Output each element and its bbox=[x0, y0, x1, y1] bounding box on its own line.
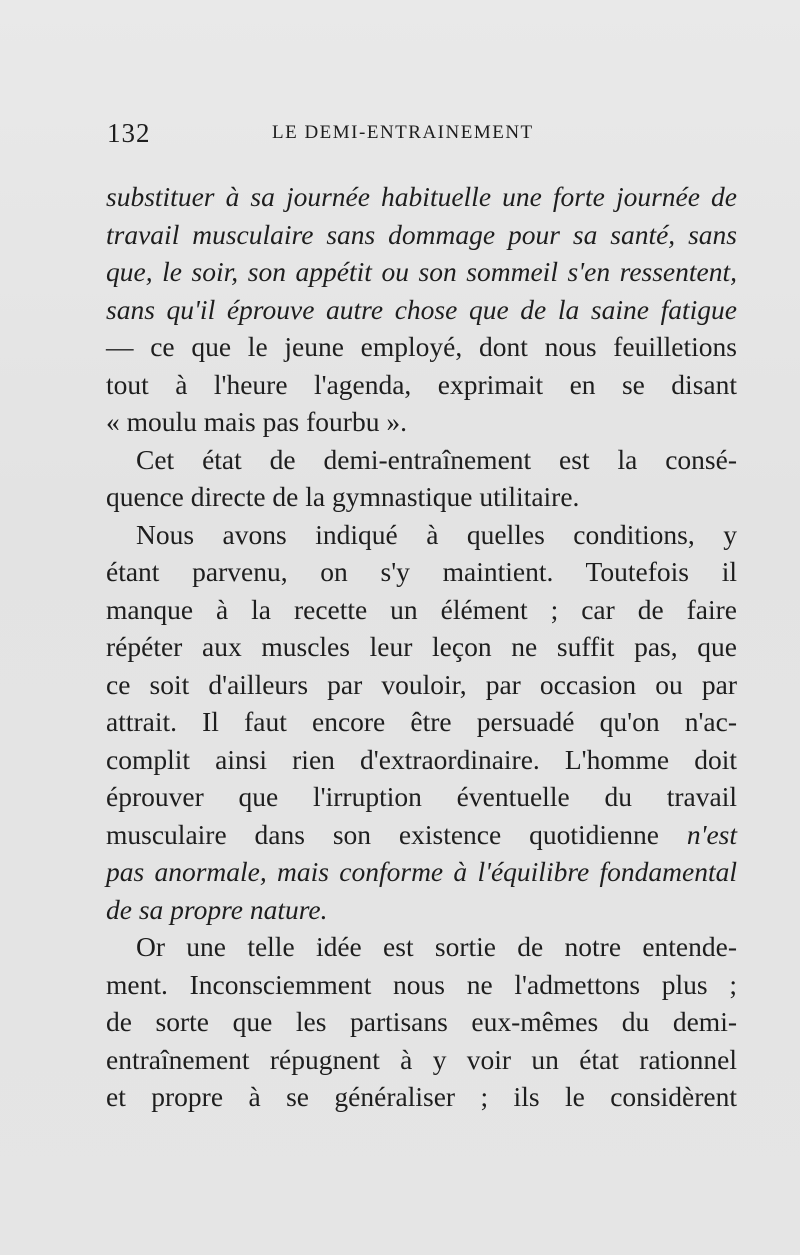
text-line: répéter aux muscles leur leçon ne suffit pas, que bbox=[106, 631, 737, 662]
text-line: complit ainsi rien d'extraordinaire. L'homme doit bbox=[106, 743, 737, 775]
text-line: quence directe de la gymnastique utilitaire. bbox=[106, 481, 580, 512]
text-line: que, le soir, son appétit ou son sommeil s'en ressentent, bbox=[106, 256, 737, 287]
text-line: travail musculaire sans dommage pour sa santé, sans bbox=[106, 218, 737, 250]
text-line: tout à l'heure l'agenda, exprimait en se disant bbox=[106, 368, 737, 400]
page-number: 132 bbox=[107, 118, 151, 148]
text-line bbox=[106, 816, 737, 854]
text-line: pas anormale, mais conforme à l'équilibre fondamental bbox=[106, 856, 737, 887]
text-line: éprouver que l'irruption éventuelle du travail bbox=[106, 781, 737, 812]
text-line: « moulu mais pas fourbu ». bbox=[106, 406, 407, 437]
text-line: entraînement répugnent à y voir un état rationnel bbox=[106, 1043, 737, 1075]
text-line: manque à la recette un élément ; car de faire bbox=[106, 593, 737, 625]
text-line: étant parvenu, on s'y maintient. Toutefois il bbox=[106, 556, 737, 587]
text-line: ce soit d'ailleurs par vouloir, par occasion ou par bbox=[106, 668, 737, 700]
text-line: de sa propre nature. bbox=[106, 893, 328, 925]
page-header bbox=[107, 118, 737, 148]
running-title: LE DEMI-ENTRAINEMENT bbox=[272, 122, 534, 143]
text-line: substituer à sa journée habituelle une forte journée de bbox=[106, 181, 737, 212]
text-line: attrait. Il faut encore être persuadé qu'on n'ac- bbox=[106, 706, 737, 737]
paragraph-first-line: Nous avons indiqué à quelles conditions, y bbox=[136, 518, 737, 550]
text-line-roman: musculaire dans son existence quotidienne bbox=[106, 818, 687, 850]
text-line: de sorte que les partisans eux-mêmes du demi- bbox=[106, 1006, 737, 1037]
text-line: — ce que le jeune employé, dont nous feuilletions bbox=[106, 331, 737, 362]
body-text bbox=[106, 178, 737, 1116]
paragraph-first-line: Or une telle idée est sortie de notre entende- bbox=[136, 931, 737, 962]
text-line: et propre à se généraliser ; ils le considèrent bbox=[106, 1081, 737, 1112]
text-line-italic: n'est bbox=[686, 818, 737, 850]
text-line: ment. Inconsciemment nous ne l'admettons plus ; bbox=[106, 968, 737, 1000]
text-line: sans qu'il éprouve autre chose que de la saine fatigue bbox=[106, 293, 737, 325]
paragraph-first-line: Cet état de demi-entraînement est la consé- bbox=[136, 443, 737, 475]
